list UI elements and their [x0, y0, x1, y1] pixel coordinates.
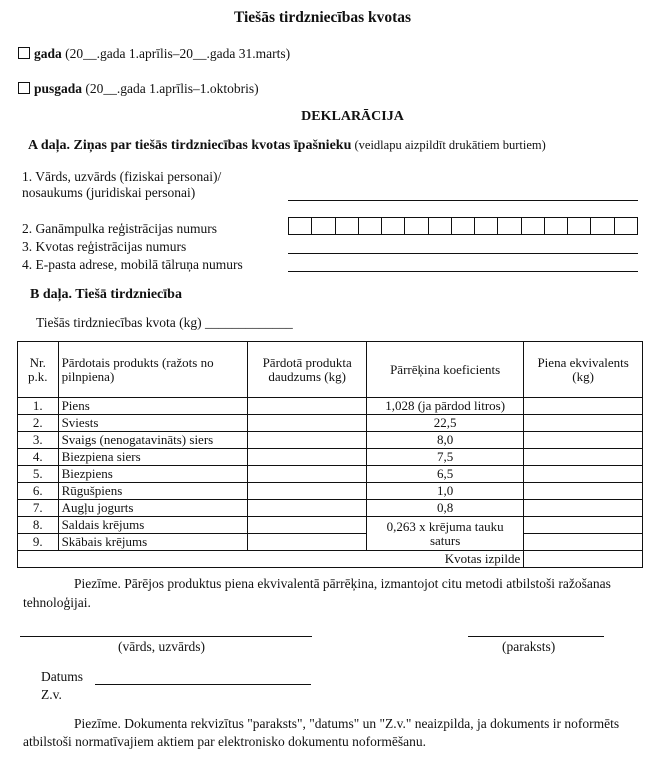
row-nr: 3.: [18, 432, 59, 449]
quota-field-label[interactable]: Tiešās tirdzniecības kvota (kg) _____________: [36, 315, 293, 330]
col-header-qty: Pārdotā produkta daudzums (kg): [248, 342, 367, 398]
date-label: Datums: [41, 669, 83, 684]
reg-box[interactable]: [590, 217, 613, 235]
reg-box[interactable]: [404, 217, 427, 235]
table-row: [18, 449, 643, 466]
qty-cell[interactable]: [248, 483, 367, 500]
qty-cell[interactable]: [248, 398, 367, 415]
reg-box[interactable]: [544, 217, 567, 235]
reg-box[interactable]: [497, 217, 520, 235]
contact-input-line[interactable]: [288, 271, 638, 272]
name-caption: (vārds, uzvārds): [118, 639, 205, 654]
signature-caption: (paraksts): [502, 639, 556, 654]
halfyear-checkbox[interactable]: [18, 82, 30, 94]
row-nr: 5.: [18, 466, 59, 483]
row-nr: 6.: [18, 483, 59, 500]
row-product: Biezpiena siers: [58, 449, 248, 466]
qty-cell[interactable]: [248, 432, 367, 449]
qty-cell[interactable]: [248, 466, 367, 483]
herd-reg-number-boxes[interactable]: [288, 217, 638, 235]
products-table: [17, 341, 643, 568]
reg-box[interactable]: [451, 217, 474, 235]
table-header-row: [18, 342, 643, 398]
part-a-title: A daļa. Ziņas par tiešās tirdzniecības kvotas īpašnieku: [28, 138, 352, 153]
reg-box[interactable]: [381, 217, 404, 235]
col-header-coef: Pārrēķina koeficients: [367, 342, 524, 398]
col-header-equiv: Piena ekvivalents (kg): [524, 342, 643, 398]
table-row: [18, 534, 643, 551]
part-a-note: (veidlapu aizpildīt drukātiem burtiem): [351, 138, 546, 152]
equiv-cell[interactable]: [524, 449, 643, 466]
equiv-cell[interactable]: [524, 534, 643, 551]
part-a-heading: [28, 138, 546, 154]
reg-box[interactable]: [358, 217, 381, 235]
row-product: Skābais krējums: [58, 534, 248, 551]
row-nr: 7.: [18, 500, 59, 517]
row-nr: 2.: [18, 415, 59, 432]
field-quota-reg-label: 3. Kvotas reģistrācijas numurs: [22, 239, 187, 254]
row-nr: 1.: [18, 398, 59, 415]
reg-box[interactable]: [567, 217, 590, 235]
option-year-period: (20__.gada 1.aprīlis–20__.gada 31.marts): [61, 46, 291, 61]
table-total-row: [18, 551, 643, 568]
equiv-cell[interactable]: [524, 398, 643, 415]
equiv-cell[interactable]: [524, 483, 643, 500]
reg-box[interactable]: [311, 217, 334, 235]
total-equiv-cell[interactable]: [524, 551, 643, 568]
table-row: [18, 415, 643, 432]
table-row: [18, 483, 643, 500]
row-product: Rūgušpiens: [58, 483, 248, 500]
qty-cell[interactable]: [248, 534, 367, 551]
row-product: Biezpiens: [58, 466, 248, 483]
part-b-heading: B daļa. Tiešā tirdzniecība: [30, 287, 182, 302]
equiv-cell[interactable]: [524, 466, 643, 483]
cream-coef: 0,263 x krējuma tauku saturs: [367, 517, 524, 551]
row-product: Saldais krējums: [58, 517, 248, 534]
field-name-label-2: nosaukums (juridiskai personai): [22, 185, 196, 200]
table-row: [18, 398, 643, 415]
option-year: [18, 46, 290, 62]
row-product: Augļu jogurts: [58, 500, 248, 517]
equiv-cell[interactable]: [524, 517, 643, 534]
reg-box[interactable]: [335, 217, 358, 235]
row-coef: 7,5: [367, 449, 524, 466]
document-title: Tiešās tirdzniecības kvotas: [233, 9, 412, 26]
row-product: Svaigs (nenogatavināts) siers: [58, 432, 248, 449]
total-label: Kvotas izpilde: [18, 551, 524, 568]
row-coef: 1,0: [367, 483, 524, 500]
note-electronic-document: Piezīme. Dokumenta rekvizītus "paraksts", "datums" un "Z.v." neaizpilda, ja dokuments ir noformēts atbilstoši normatīvajiem aktiem par elektronisko dokumentu noformēšanu.: [23, 716, 620, 749]
option-halfyear: [18, 81, 259, 97]
signature-line[interactable]: [468, 636, 604, 637]
qty-cell[interactable]: [248, 517, 367, 534]
equiv-cell[interactable]: [524, 415, 643, 432]
equiv-cell[interactable]: [524, 432, 643, 449]
row-coef: 1,028 (ja pārdod litros): [367, 398, 524, 415]
equiv-cell[interactable]: [524, 500, 643, 517]
option-halfyear-label: pusgada: [34, 81, 83, 96]
date-input-line[interactable]: [95, 684, 311, 685]
field-name-label: 1. Vārds, uzvārds (fiziskai personai)/: [22, 169, 222, 184]
row-product: Piens: [58, 398, 248, 415]
declaration-heading: DEKLARĀCIJA: [301, 109, 404, 124]
qty-cell[interactable]: [248, 415, 367, 432]
table-row: [18, 432, 643, 449]
name-signature-line[interactable]: [20, 636, 312, 637]
row-coef: 0,8: [367, 500, 524, 517]
field-contact-label: 4. E-pasta adrese, mobilā tālruņa numurs: [22, 257, 243, 272]
row-coef: 22,5: [367, 415, 524, 432]
row-nr: 8.: [18, 517, 59, 534]
reg-box[interactable]: [614, 217, 638, 235]
option-year-label: gada: [34, 46, 62, 61]
row-nr: 4.: [18, 449, 59, 466]
table-row: [18, 500, 643, 517]
qty-cell[interactable]: [248, 500, 367, 517]
table-row: [18, 517, 643, 534]
row-nr: 9.: [18, 534, 59, 551]
reg-box[interactable]: [521, 217, 544, 235]
col-header-nr: Nr. p.k.: [18, 342, 59, 398]
reg-box[interactable]: [474, 217, 497, 235]
reg-box[interactable]: [428, 217, 451, 235]
qty-cell[interactable]: [248, 449, 367, 466]
col-header-product: Pārdotais produkts (ražots no pilnpiena): [58, 342, 248, 398]
name-input-line[interactable]: [288, 200, 638, 201]
field-herd-reg-label: 2. Ganāmpulka reģistrācijas numurs: [22, 221, 217, 236]
table-row: [18, 466, 643, 483]
row-product: Sviests: [58, 415, 248, 432]
row-coef: 6,5: [367, 466, 524, 483]
seal-label: Z.v.: [41, 687, 62, 702]
year-checkbox[interactable]: [18, 47, 30, 59]
quota-reg-input-line[interactable]: [288, 253, 638, 254]
option-halfyear-period: (20__.gada 1.aprīlis–1.oktobris): [82, 81, 259, 96]
row-coef: 8,0: [367, 432, 524, 449]
note-other-products: Piezīme. Pārējos produktus piena ekvivalentā pārrēķina, izmantojot citu metodi atbilstoši ražošanas tehnoloģijai.: [23, 576, 611, 610]
reg-box[interactable]: [288, 217, 311, 235]
